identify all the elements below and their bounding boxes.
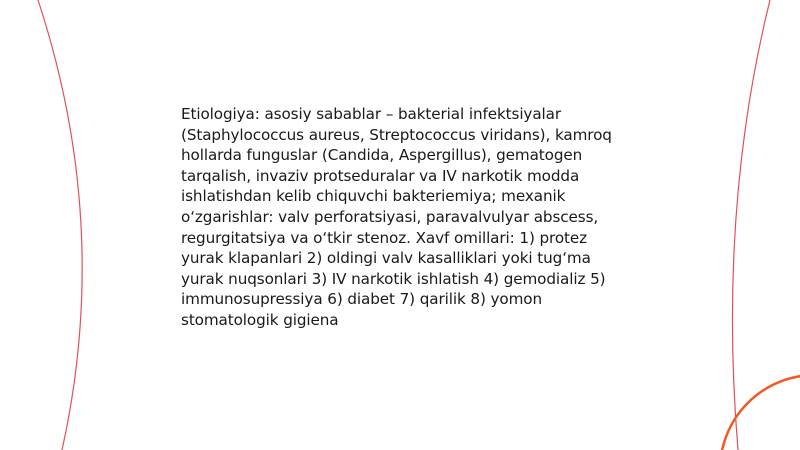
left-decorative-arc bbox=[38, 0, 82, 450]
right-decorative-arc bbox=[732, 0, 770, 450]
accent-circle bbox=[720, 375, 800, 450]
slide-body-text: Etiologiya: asosiy sabablar – bakterial infektsiyalar (Staphylococcus aureus, Streptococcus viridans), kamroq hollarda funguslar (Candida, Aspergillus), gematogen tarqalish, invaziv protseduralar va IV narkotik modda ishlatishdan kelib chiquvchi bakteriemiya; mexanik o‘zgarishlar: valv perforatsiyasi, paravalvulyar abscess, regurgitatsiya va o‘tkir stenoz. Xavf omillari: 1) protez yurak klapanlari 2) oldingi valv kasalliklari yoki tug‘ma yurak nuqsonlari 3) IV narkotik ishlatish 4) gemodializ 5) immunosupressiya 6) diabet 7) qarilik 8) yomon stomatologik gigiena bbox=[181, 105, 612, 329]
